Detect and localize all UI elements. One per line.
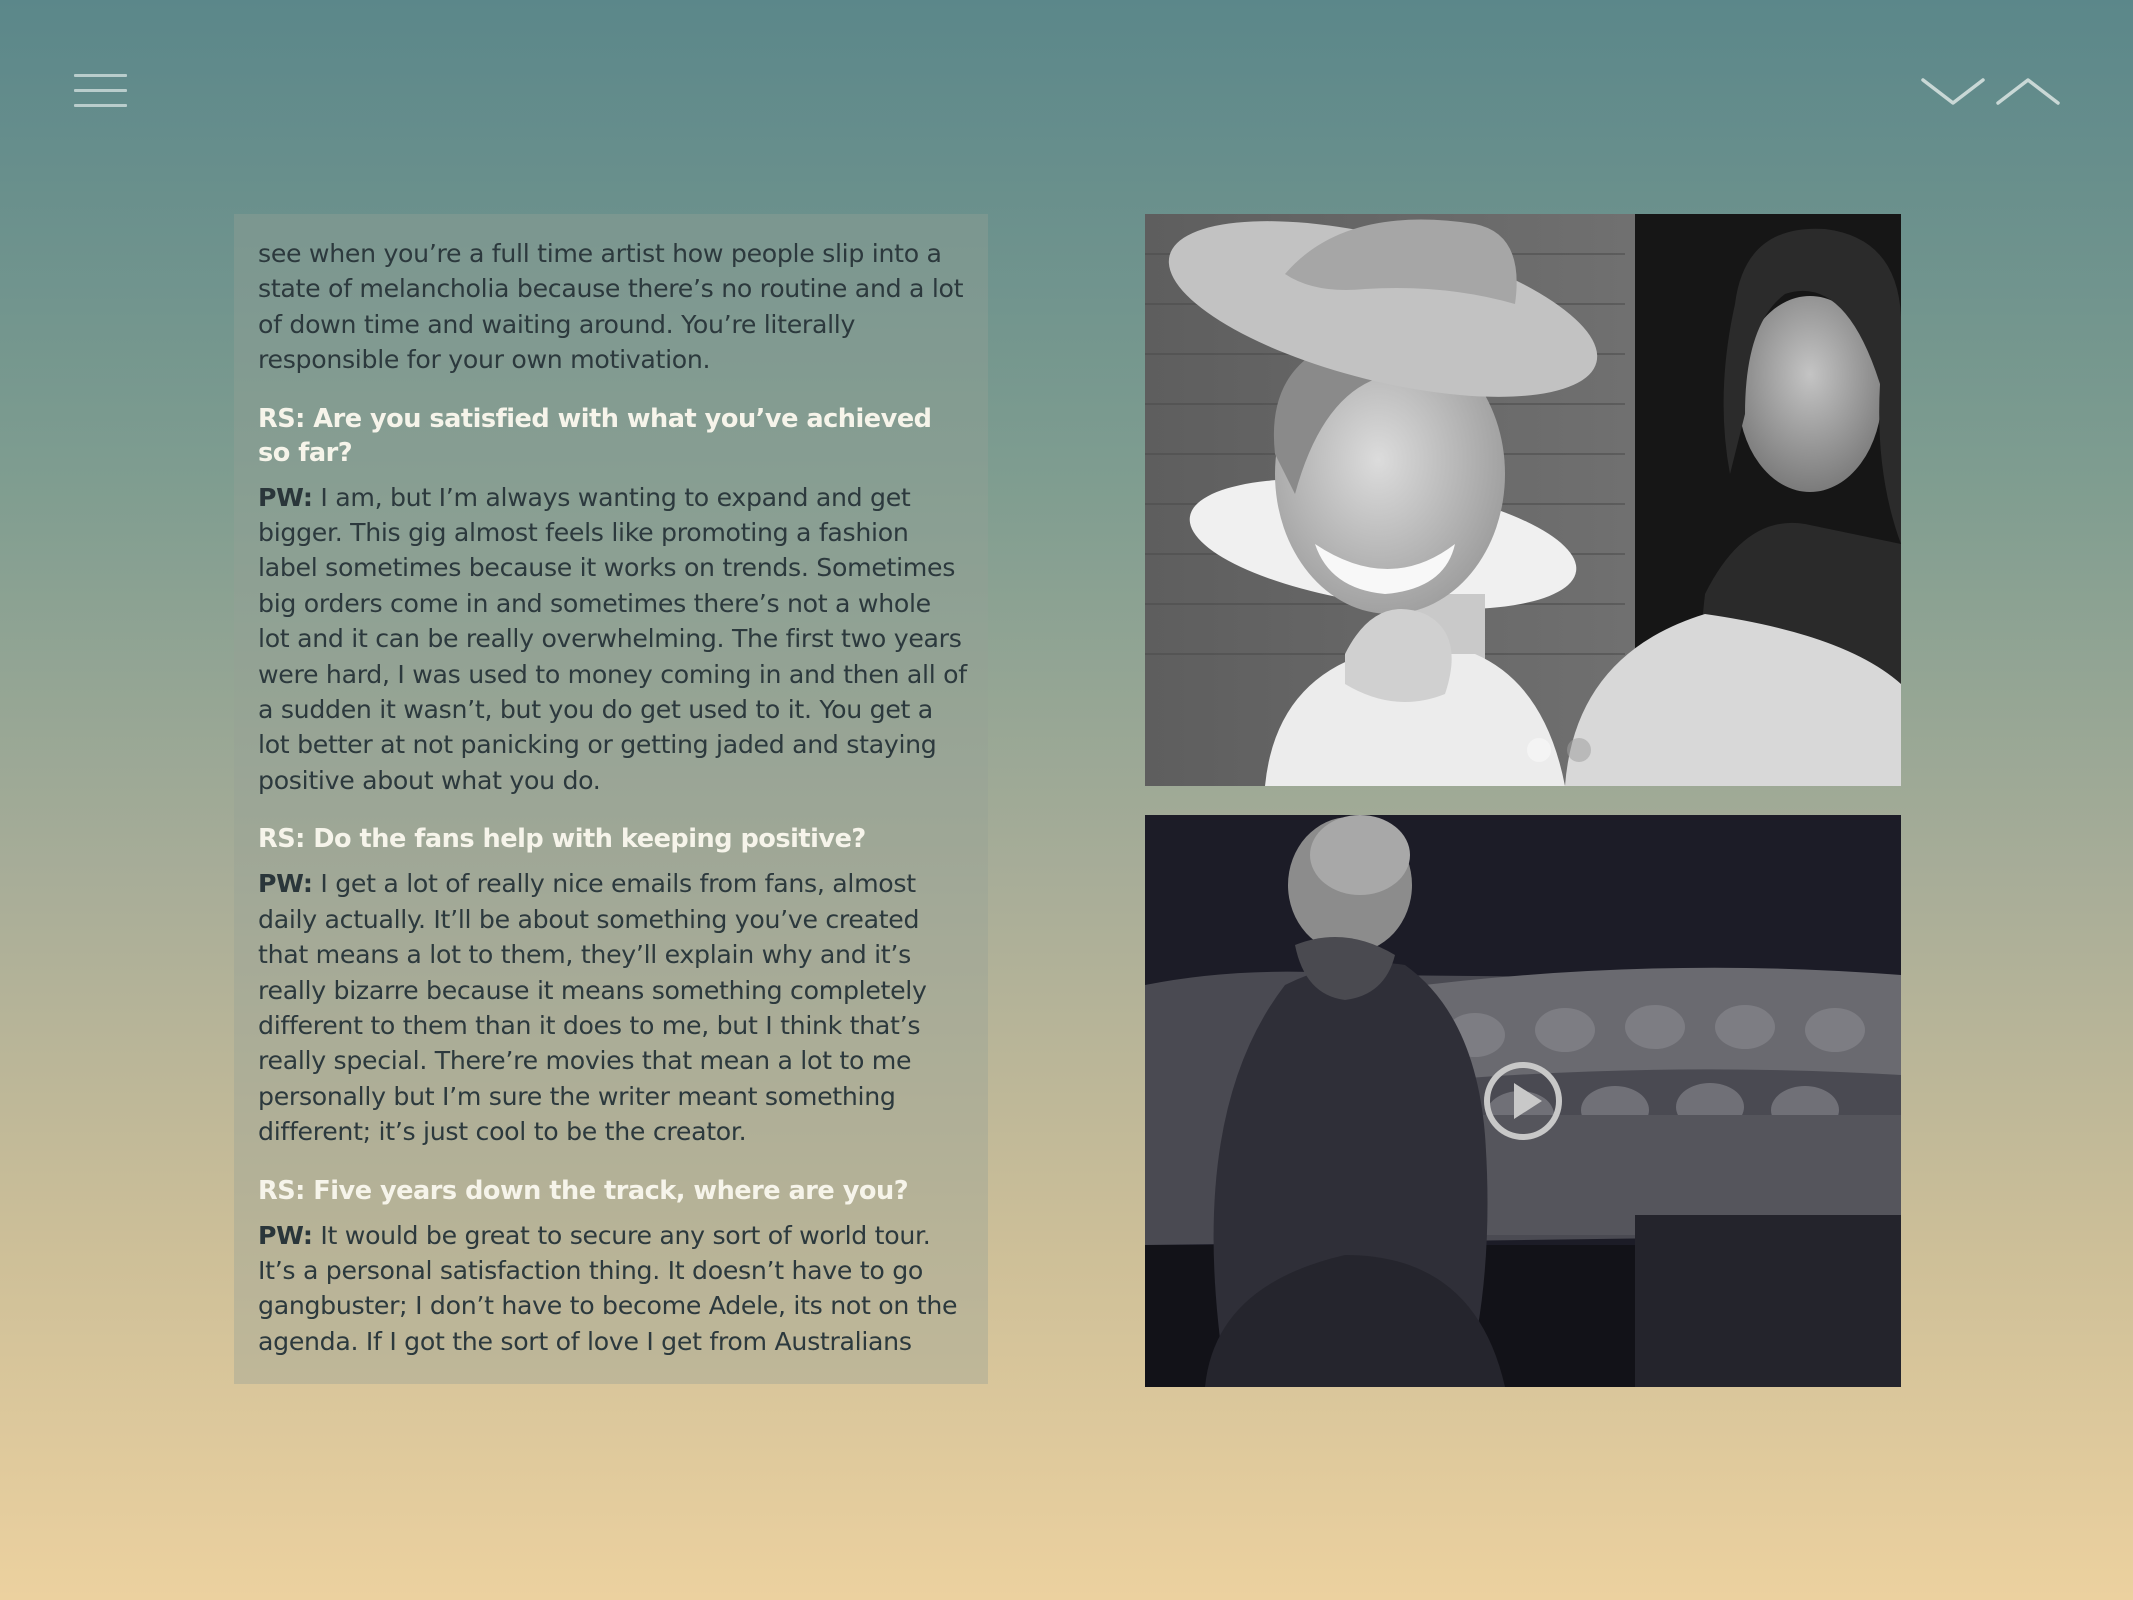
play-icon[interactable]	[1482, 1060, 1564, 1142]
answer-text: I am, but I’m always wanting to expand and get bigger. This gig almost feels like promoting a fashion label sometimes because it works on trends. Sometimes big orders come in and sometimes there’s not a whole lot and it can be really overwhelming. The first two years were hard, I was used to money coming in and then all of a sudden it wasn’t, but you do get used to it. You get a lot better at not panicking or getting jaded and staying positive about what you do.	[258, 482, 967, 795]
interview-answer	[258, 480, 968, 799]
interview-question: RS: Five years down the track, where are you?	[258, 1175, 909, 1206]
interview-question: RS: Do the fans help with keeping positive?	[258, 824, 866, 855]
chevron-down-icon[interactable]	[1920, 70, 1986, 110]
hamburger-menu-icon[interactable]	[72, 70, 130, 114]
gallery-photo	[1145, 214, 1901, 786]
interview-answer	[258, 1218, 968, 1360]
article-intro-paragraph: see when you’re a full time artist how people slip into a state of melancholia because there’s no routine and a lot of down time and waiting around. You’re literally responsible for your own motivation.	[258, 239, 964, 375]
photo-gallery[interactable]	[1145, 214, 1901, 786]
interview-question: RS: Are you satisfied with what you’ve achieved so far?	[258, 403, 932, 468]
answer-text: It would be great to secure any sort of world tour. It’s a personal satisfaction thing. It doesn’t have to go gangbuster; I don’t have to become Adele, its not on the agenda. If I got the sort of love I get from Australians	[258, 1220, 958, 1356]
article-text-panel[interactable]	[234, 214, 988, 1384]
gallery-dot[interactable]	[1567, 738, 1591, 762]
answer-text: I get a lot of really nice emails from fans, almost daily actually. It’ll be about something you’ve created that means a lot to them, they’ll explain why and it’s really bizarre because it means something completely different to them than it does to me, but I think that’s really special. There’re movies that mean a lot to me personally but I’m sure the writer meant something different; it’s just cool to be the creator.	[258, 869, 927, 1147]
answer-speaker: PW:	[258, 482, 313, 512]
interview-answer	[258, 866, 968, 1149]
answer-speaker: PW:	[258, 869, 313, 899]
chevron-up-icon[interactable]	[1995, 70, 2061, 110]
video-player[interactable]	[1145, 815, 1901, 1387]
gallery-dot-active[interactable]	[1527, 738, 1551, 762]
answer-speaker: PW:	[258, 1220, 313, 1250]
